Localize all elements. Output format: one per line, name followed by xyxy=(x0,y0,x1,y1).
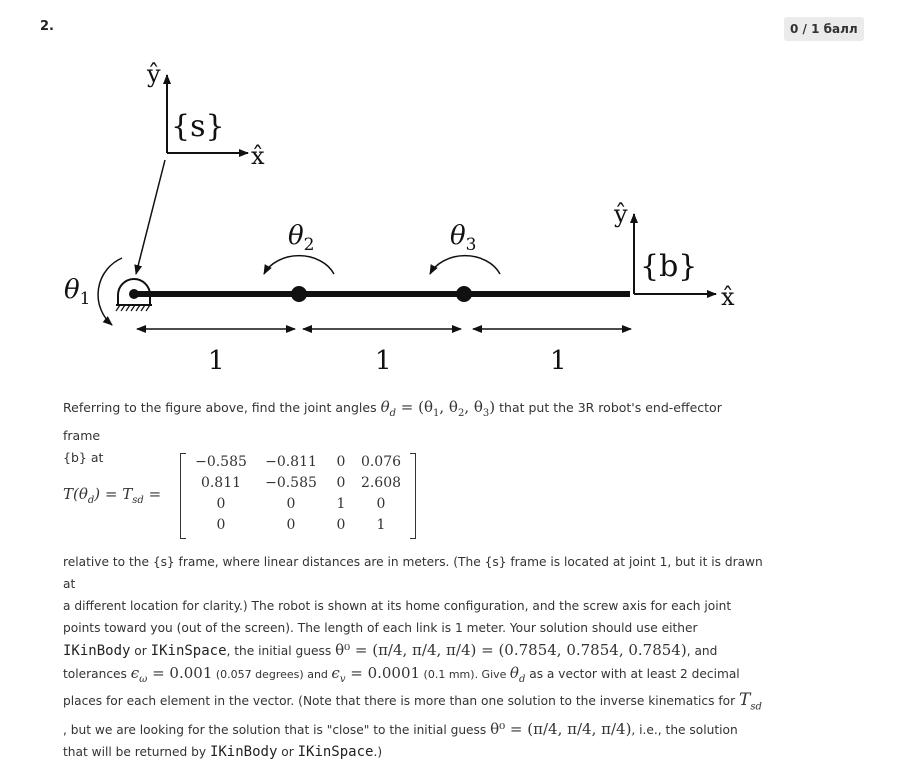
problem-details: relative to the {s} frame, where linear distances are in meters. (The {s} frame is located at joint 1, but it is drawn at a different location for clarity.) The robot is shown at its home configuration, and the screw axis for each joint points toward you (out of the screen). The length of each link is 1 meter. Your solution should use either IKinBody or IKinSpace, the initial guess θ⁰ = (π/4, π/4, π/4) = (0.7854, 0.7854, 0.7854), and tolerances $\epsilon_\omega = 0.001$ (0.057 degrees) and $\epsilon_v = 0.0001$ (0.1 mm). Give $\theta_d$ as a vector with at least 2 decimal places for each element in the vector. (Note that there is more than one solution to the inverse kinematics for $T_{sd}$ , but we are looking for the solution that is "close" to the initial guess θ⁰ = (π/4, π/4, π/4), i.e., the solution that will be returned by IKinBody or IKinSpace.) xyxy=(63,555,763,760)
theta3-label: $\theta_3$ xyxy=(450,221,477,255)
matrix-cell: −0.585 xyxy=(195,454,247,470)
link-2-length: 1 xyxy=(375,346,392,376)
matrix-cell: 0 xyxy=(336,475,346,491)
question-number: 2. xyxy=(40,19,54,34)
matrix-cell: 1 xyxy=(376,517,386,533)
s-location-pointer xyxy=(136,160,165,274)
joint-3 xyxy=(456,286,472,302)
joint-1 xyxy=(129,289,139,299)
matrix-cell: 0 xyxy=(216,496,226,512)
matrix-cell: −0.585 xyxy=(265,475,317,491)
matrix-cell: 0 xyxy=(216,517,226,533)
score-badge: 0 / 1 балл xyxy=(784,17,864,41)
robot-figure xyxy=(0,0,924,380)
equation-lhs: $T(\theta_d) = T_{sd}$ = xyxy=(63,485,162,506)
matrix-cell: 0 xyxy=(286,496,296,512)
b-y-label: ŷ xyxy=(614,200,628,228)
problem-intro: Referring to the figure above, find the joint angles $\theta_d = (\theta_1$, $\theta_2$, $\theta_3$) that put the 3R robot's end-effector frame {b} at xyxy=(63,398,722,465)
s-frame-label: {s} xyxy=(171,109,225,144)
matrix-cell: 0.811 xyxy=(200,475,242,491)
theta-d-inline: $\theta_d = (\theta_1$, $\theta_2$, $\theta_3$) xyxy=(380,398,496,419)
b-frame-label: {b} xyxy=(640,249,698,284)
theta2-label: $\theta_2$ xyxy=(288,221,315,255)
link-3-length: 1 xyxy=(550,346,567,376)
matrix-cell: 0.076 xyxy=(360,454,402,470)
matrix-cell: 0 xyxy=(336,454,346,470)
theta2-arc xyxy=(264,256,334,274)
link-1-length: 1 xyxy=(208,346,225,376)
frame-s xyxy=(146,60,265,170)
matrix-cell: 0 xyxy=(286,517,296,533)
frame-b xyxy=(613,200,735,311)
matrix-cell: 1 xyxy=(336,496,346,512)
theta1-label: $\theta_1$ xyxy=(64,275,91,309)
theta3-arc xyxy=(430,256,500,274)
target-matrix xyxy=(180,453,416,537)
s-x-label: x̂ xyxy=(251,142,265,170)
matrix-cell: −0.811 xyxy=(265,454,317,470)
matrix-cell: 0 xyxy=(376,496,386,512)
b-x-label: x̂ xyxy=(721,283,735,311)
matrix-cell: 0 xyxy=(336,517,346,533)
joint-2 xyxy=(291,286,307,302)
s-y-label: ŷ xyxy=(147,60,161,88)
matrix-cell: 2.608 xyxy=(360,475,402,491)
